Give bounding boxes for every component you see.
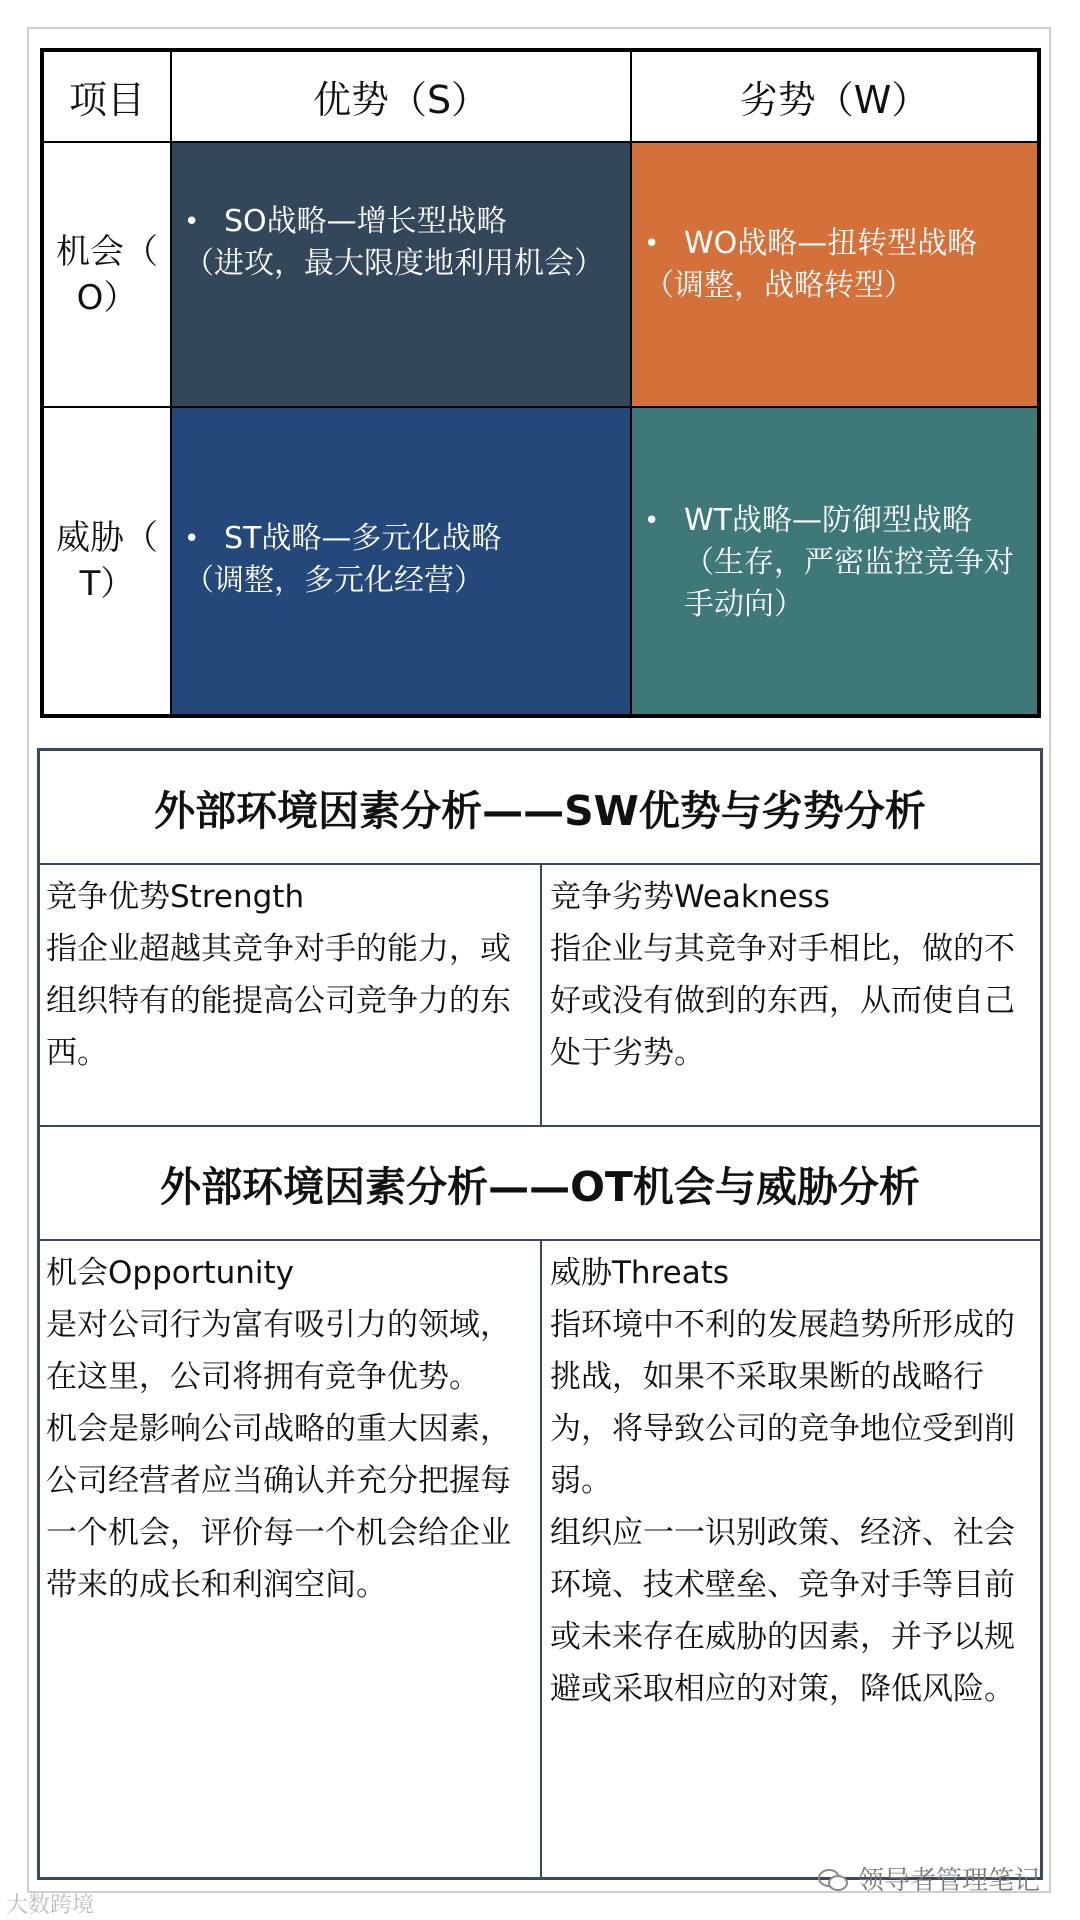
weakness-cell — [542, 865, 1040, 1125]
watermark-right-text: 领导者管理笔记 — [857, 1866, 1040, 1896]
ot-analysis-heading: 外部环境因素分析——OT机会与威胁分析 — [40, 1127, 1040, 1241]
wt-strategy-desc: （生存，严密监控竞争对手动向） — [684, 545, 1014, 622]
threats-label: 威胁Threats — [550, 1255, 730, 1291]
weaknesses-column-header: 劣势（W） — [632, 52, 1037, 143]
sw-analysis-body — [40, 865, 1040, 1127]
swot-matrix — [40, 48, 1041, 718]
watermark-right — [818, 1860, 1040, 1897]
threats-row-header-line2: T） — [79, 564, 135, 604]
threats-row-header — [44, 408, 172, 714]
so-strategy-cell — [172, 143, 632, 408]
strength-text: 指企业超越其竞争对手的能力，或组织特有的能提高公司竞争力的东西。 — [46, 931, 511, 1071]
wt-strategy-cell — [632, 408, 1037, 714]
strength-cell — [40, 865, 542, 1125]
wechat-icon — [818, 1867, 850, 1891]
threats-text-2: 组织应一一识别政策、经济、社会环境、技术壁垒、竞争对手等目前或未来存在威胁的因素，并予以规避或采取相应的对策，降低风险。 — [550, 1515, 1015, 1707]
opportunity-cell — [40, 1241, 542, 1877]
opportunities-row-header — [44, 143, 172, 408]
wt-strategy-title: • WT战略—防御型战略 — [644, 500, 1025, 542]
weakness-text: 指企业与其竞争对手相比，做的不好或没有做到的东西，从而使自己处于劣势。 — [550, 931, 1015, 1071]
threats-text-1: 指环境中不利的发展趋势所形成的挑战，如果不采取果断的战略行为，将导致公司的竞争地位受到削弱。 — [550, 1307, 1015, 1499]
watermark-left: 大数跨境 — [6, 1893, 95, 1918]
st-strategy-desc: （调整，多元化经营） — [184, 563, 484, 598]
opportunity-text-2: 机会是影响公司战略的重大因素，公司经营者应当确认并充分把握每一个机会，评价每一个机会给企业带来的成长和利润空间。 — [46, 1411, 511, 1603]
so-strategy-desc: （进攻，最大限度地利用机会） — [184, 246, 604, 281]
weakness-label: 竞争劣势Weakness — [550, 879, 830, 915]
st-strategy-title: • ST战略—多元化战略 — [184, 518, 618, 560]
threats-cell — [542, 1241, 1040, 1877]
threats-row-header-line1: 威胁（ — [56, 518, 158, 558]
opportunity-label: 机会Opportunity — [46, 1255, 295, 1291]
wo-strategy-desc: （调整，战略转型） — [644, 268, 914, 303]
opportunity-text-1: 是对公司行为富有吸引力的领域，在这里，公司将拥有竞争优势。 — [46, 1307, 511, 1395]
sw-analysis-heading: 外部环境因素分析——SW优势与劣势分析 — [40, 751, 1040, 865]
matrix-corner-header: 项目 — [44, 52, 172, 143]
st-strategy-cell — [172, 408, 632, 714]
wo-strategy-title: • WO战略—扭转型战略 — [644, 223, 1025, 265]
so-strategy-title: • SO战略—增长型战略 — [184, 201, 618, 243]
analysis-table — [37, 748, 1043, 1880]
opportunities-row-header-line1: 机会（ — [56, 231, 158, 272]
opportunities-row-header-line2: O） — [76, 277, 138, 318]
ot-analysis-body — [40, 1241, 1040, 1877]
wo-strategy-cell — [632, 143, 1037, 408]
strengths-column-header: 优势（S） — [172, 52, 632, 143]
strength-label: 竞争优势Strength — [46, 879, 305, 915]
